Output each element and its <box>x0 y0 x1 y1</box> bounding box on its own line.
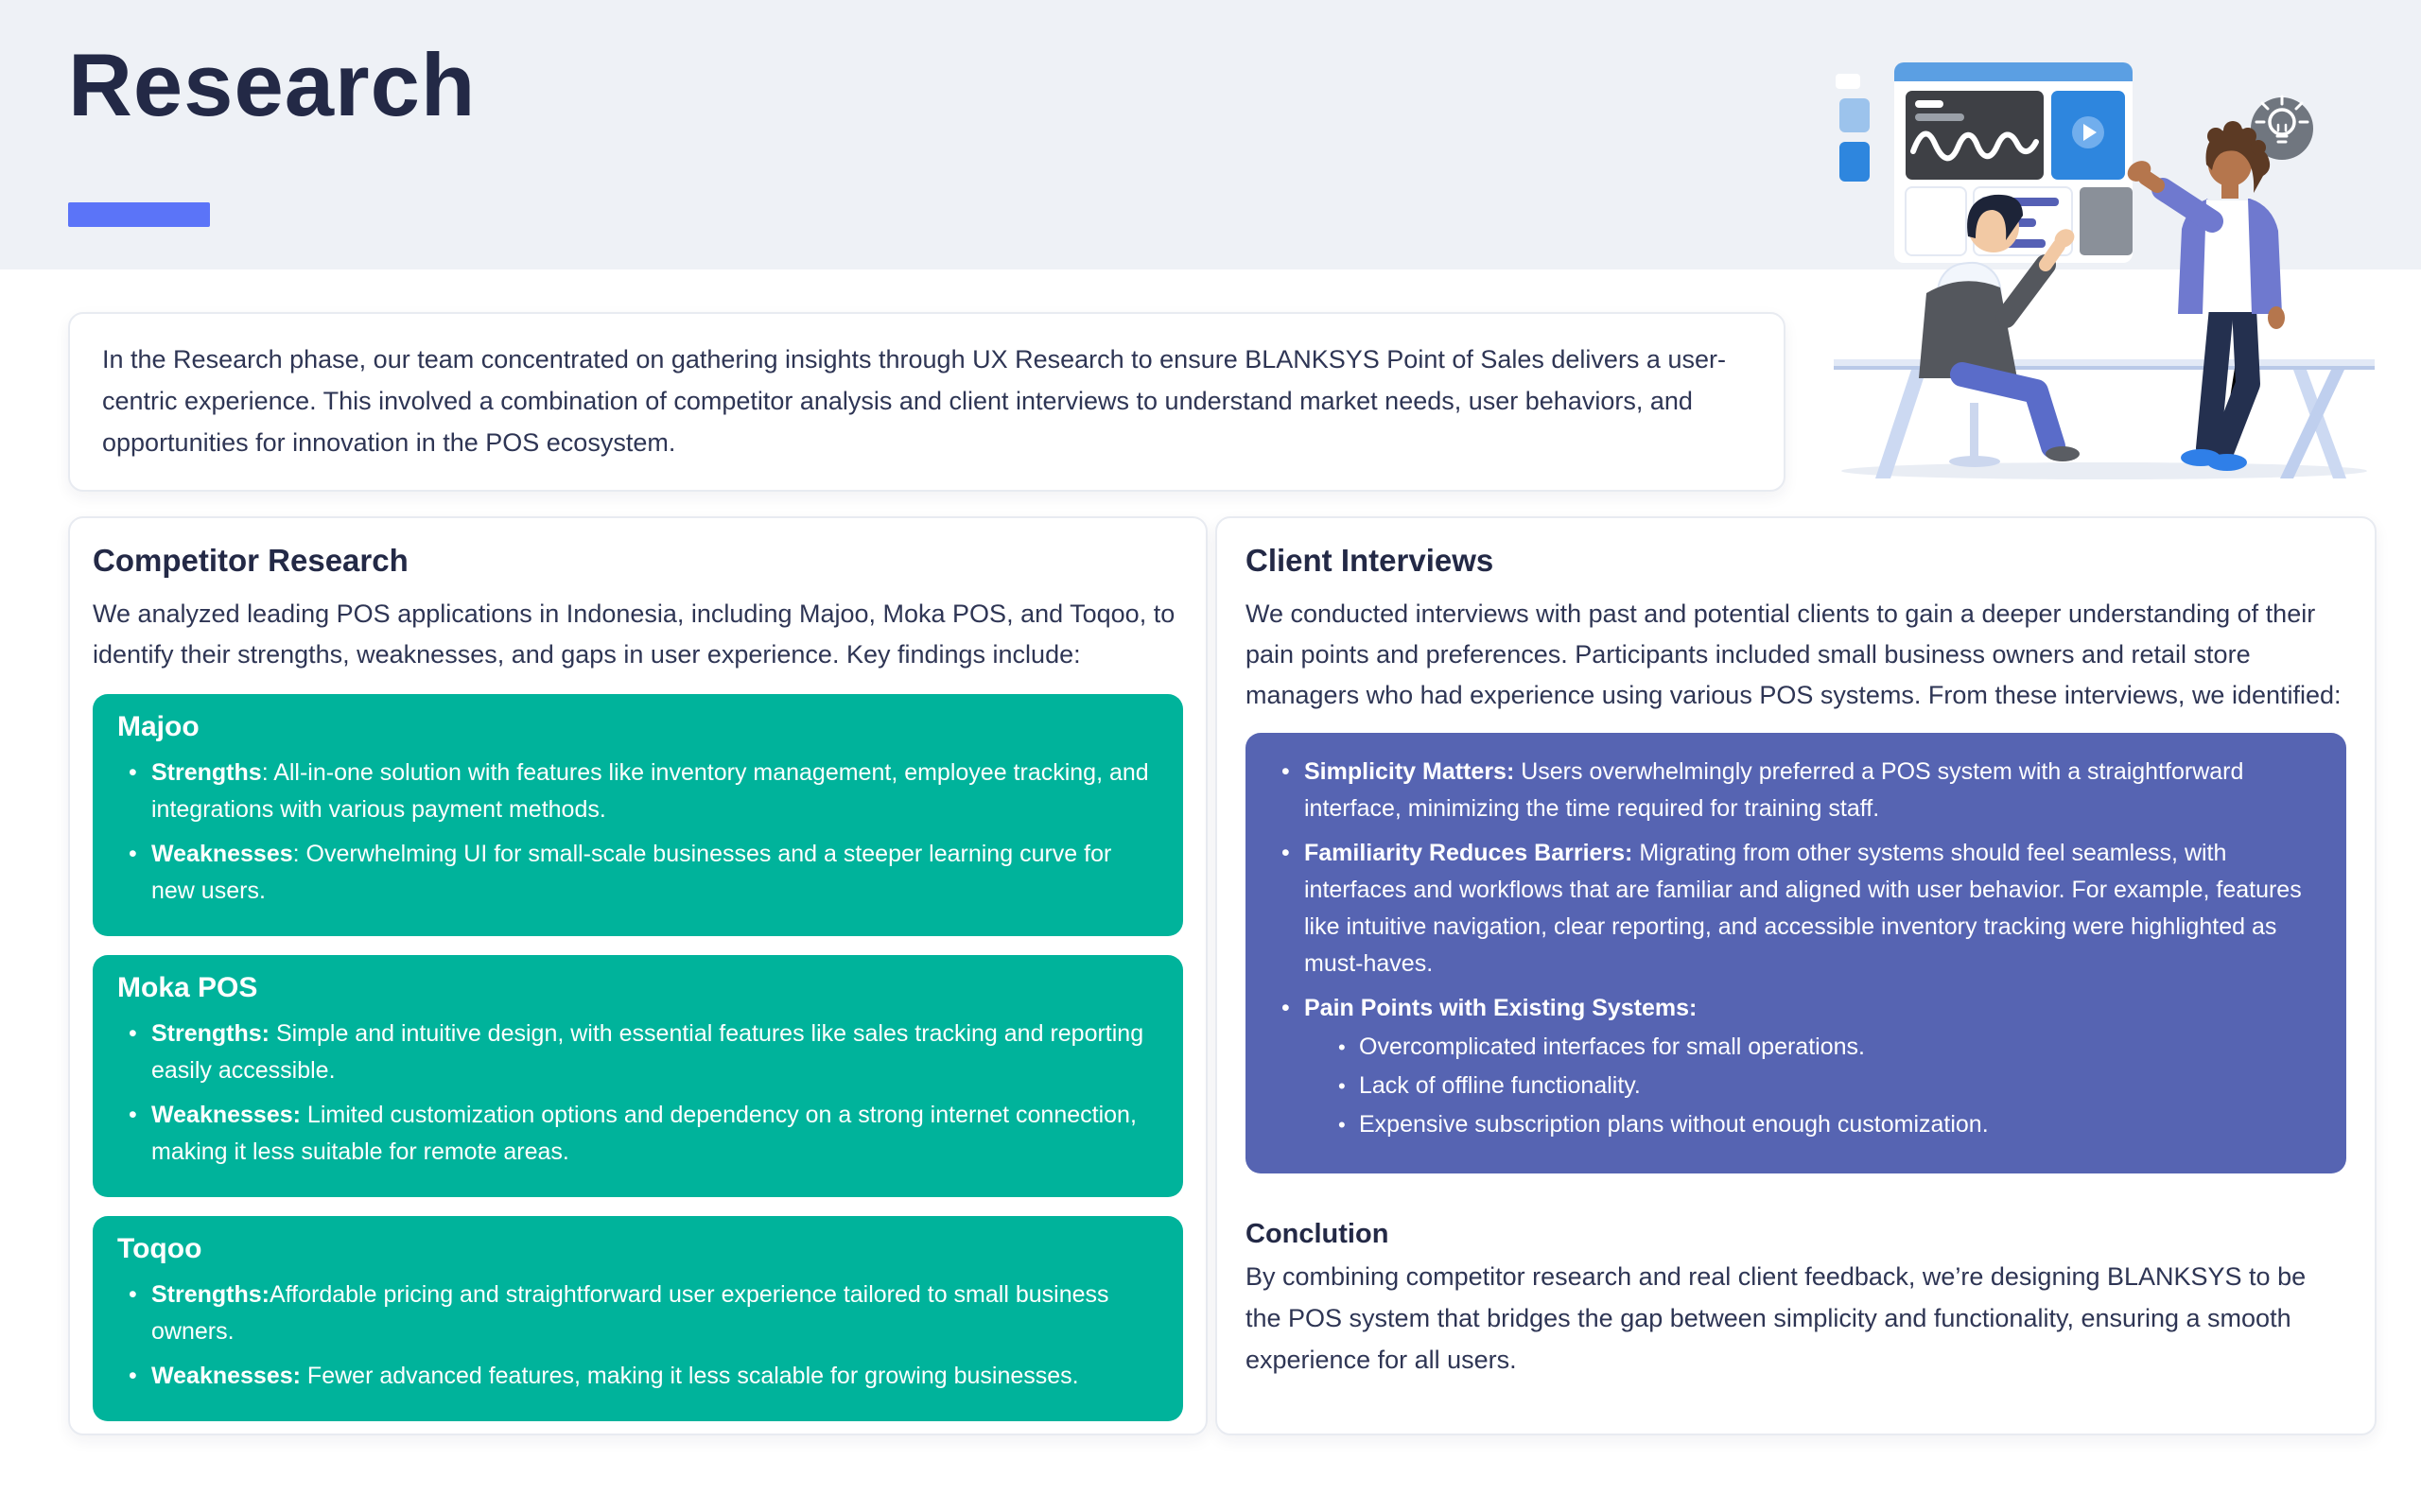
window-titlebar-icon <box>1894 62 2133 81</box>
bullet-weaknesses <box>117 1358 1158 1395</box>
interview-findings-box <box>1245 733 2346 1173</box>
competitor-bullets <box>117 755 1158 910</box>
bullet-text: Simple and intuitive design, with essential features like sales tracking and reporting easily accessible. <box>151 1020 1144 1084</box>
bullet-text: : All-in-one solution with features like inventory management, employee tracking, and integrations with various payment methods. <box>151 759 1149 823</box>
competitor-box-majoo <box>93 694 1183 936</box>
competitor-title: Toqoo <box>117 1233 202 1264</box>
competitor-box-toqoo <box>93 1216 1183 1421</box>
gray-panel <box>2080 187 2133 255</box>
bullet-text: Affordable pricing and straightforward user experience tailored to small business owners. <box>151 1281 1109 1345</box>
conclusion-heading: Conclution <box>1245 1219 1389 1249</box>
bullet-lead: Strengths: <box>151 1020 270 1047</box>
bullet-weaknesses <box>117 836 1158 910</box>
bullet-simplicity <box>1270 754 2322 827</box>
sub-bullet: • Expensive subscription plans without enough customization. <box>1331 1106 2322 1143</box>
competitor-title: Majoo <box>117 711 200 742</box>
bullet-text: Limited customization options and dependency on a strong internet connection, making it less suitable for remote areas. <box>151 1102 1137 1165</box>
desk <box>1834 359 2375 478</box>
bullet-familiarity <box>1270 835 2322 982</box>
bullet-lead: Weaknesses: <box>151 1363 301 1389</box>
line-chart-panel-icon <box>1906 91 2044 180</box>
illustration-svg <box>1820 26 2388 480</box>
bullet-lead: Weaknesses <box>151 841 293 867</box>
video-panel-icon <box>2051 91 2125 180</box>
bullet-text: Fewer advanced features, making it less scalable for growing businesses. <box>300 1363 1079 1389</box>
intro-text: In the Research phase, our team concentrated on gathering insights through UX Research to ensure BLANKSYS Point of Sales delivers a user-centric experience. This involved a combination of competitor analysis and client interviews to understand market needs, user behaviors, and opportunities for innovation in the POS ecosystem. <box>102 345 1726 457</box>
competitor-intro: We analyzed leading POS applications in Indonesia, including Majoo, Moka POS, and Toqoo, to identify their strengths, weaknesses, and gaps in user experience. Key findings include: <box>93 600 1176 669</box>
client-interviews-card <box>1215 516 2377 1435</box>
side-tiles <box>1836 74 1870 182</box>
bullet-strengths <box>117 1016 1158 1089</box>
bullet-strengths <box>117 755 1158 828</box>
intro-card <box>68 312 1785 492</box>
page-title: Research <box>68 35 477 134</box>
bullet-pain-points <box>1270 990 2322 1143</box>
interviews-intro: We conducted interviews with past and potential clients to gain a deeper understanding of their pain points and preferences. Participants included small business owners and retail store managers who had experience using various POS systems. From these interviews, we identified: <box>1245 600 2342 709</box>
competitor-bullets <box>117 1016 1158 1171</box>
sub-bullet: • Lack of offline functionality. <box>1331 1068 2322 1104</box>
interviews-heading: Client Interviews <box>1245 543 1494 578</box>
competitor-research-card <box>68 516 1208 1435</box>
competitor-box-moka-pos <box>93 955 1183 1197</box>
illustration-ux-research <box>1820 26 2388 480</box>
blank-panel <box>1906 187 1966 255</box>
conclusion-text: By combining competitor research and real client feedback, we’re designing BLANKSYS to be the POS system that bridges the gap between simplicity and functionality, ensuring a smooth experience for all users. <box>1245 1262 2307 1374</box>
bullet-lead: Simplicity Matters: <box>1304 758 1515 785</box>
bullet-strengths <box>117 1277 1158 1350</box>
chair-base <box>1949 456 2000 467</box>
bullet-lead: Strengths: <box>151 1281 270 1308</box>
title-accent-bar <box>68 202 210 227</box>
bullet-lead: Pain Points with Existing Systems: <box>1304 995 1698 1021</box>
sub-bullet: • Overcomplicated interfaces for small operations. <box>1331 1029 2322 1066</box>
pain-point-sublist <box>1304 1029 2322 1143</box>
bullet-text: : Overwhelming UI for small-scale businesses and a steeper learning curve for new users. <box>151 841 1112 904</box>
chair-pole <box>1970 403 1978 458</box>
competitor-title: Moka POS <box>117 972 258 1003</box>
bullet-lead: Strengths <box>151 759 262 786</box>
presenter-person <box>2124 121 2285 471</box>
interview-bullets <box>1270 754 2322 1143</box>
competitor-bullets <box>117 1277 1158 1395</box>
bullet-text: Migrating from other systems should feel seamless, with interfaces and workflows that are familiar and aligned with user behavior. For example, features like intuitive navigation, clear reporting, and accessible inventory tracking were highlighted as must-haves. <box>1304 840 2302 977</box>
bullet-lead: Familiarity Reduces Barriers: <box>1304 840 1633 866</box>
bullet-lead: Weaknesses: <box>151 1102 301 1128</box>
competitor-heading: Competitor Research <box>93 543 409 578</box>
bullet-text: Users overwhelmingly preferred a POS system with a straightforward interface, minimizing the time required for training staff. <box>1304 758 2244 822</box>
bullet-weaknesses <box>117 1097 1158 1171</box>
